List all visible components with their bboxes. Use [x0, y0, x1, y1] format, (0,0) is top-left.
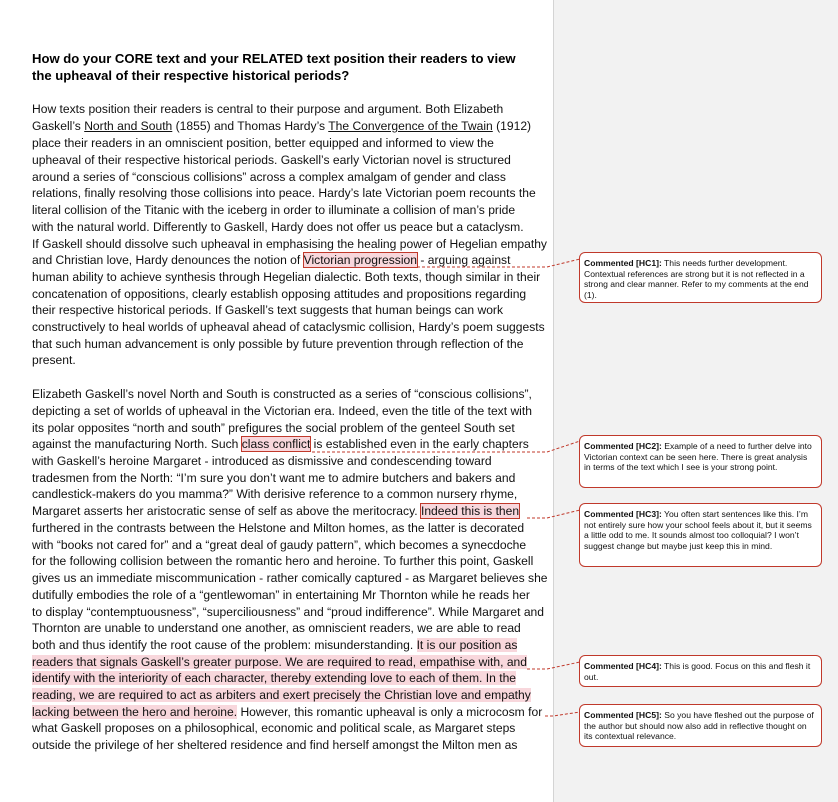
para2-line: Margaret asserts her aristocratic sense of self as above the meritocracy. Indeed this is then: [32, 504, 520, 518]
comment-text: This needs further development. Contextual references are strong but it is not reflected in a strong and clear manner. Refer to my comments at the end (1).: [584, 258, 809, 300]
para2-line: [32, 687, 531, 703]
comment-hc1[interactable]: [579, 252, 822, 303]
comment-label: Commented [HC1]:: [584, 258, 662, 268]
comment-anchor-hc3[interactable]: Indeed this is then: [420, 504, 520, 518]
comment-hc4[interactable]: [579, 655, 822, 687]
para2-line: Elizabeth Gaskell’s novel North and South is constructed as a series of “conscious collisions”,: [32, 387, 532, 401]
para1-line: constructively to heal worlds of upheaval ahead of cataclysmic collision, Hardy’s poem suggests: [32, 320, 545, 334]
para2-line: against the manufacturing North. Such class conflict is established even in the early chapters: [32, 437, 529, 451]
para2-line: Thornton are unable to understand one another, as omniscient readers, we are able to read: [32, 621, 521, 635]
para2-line: furthered in the contrasts between the Helstone and Milton homes, as the latter is decorated: [32, 521, 525, 535]
para2-line: outside the privilege of her sheltered residence and find herself amongst the Milton men as: [32, 738, 518, 752]
para2-line: gives us an immediate miscommunication - rather comically captured - as Margaret believes she: [32, 571, 548, 585]
comment-hc5[interactable]: [579, 704, 822, 747]
comment-anchor-hc2[interactable]: class conflict: [241, 437, 311, 451]
para1-line: If Gaskell should dissolve such upheaval in emphasising the healing power of Hegelian empathy: [32, 237, 547, 251]
para1-line: upheaval of their respective historical periods. Gaskell’s early Victorian novel is structured: [32, 153, 511, 167]
essay-question-heading: How do your CORE text and your RELATED text position their readers to view the upheaval of their respective historical periods?: [32, 51, 516, 83]
para2-line: what Gaskell proposes on a philosophical, economic and political scale, as Margaret steps: [32, 721, 516, 735]
para1-line: Gaskell’s North and South (1855) and Thomas Hardy’s The Convergence of the Twain (1912): [32, 119, 532, 133]
comment-anchor-hc1[interactable]: Victorian progression: [303, 253, 417, 267]
comment-text: Example of a need to further delve into Victorian context can be seen here. There is great analysis in terms of the text which I see is your strong point.: [584, 441, 812, 473]
para2-line: both and thus identify the root cause of the problem: misunderstanding. It is our position as: [32, 638, 518, 652]
title-north-and-south: North and South: [84, 119, 173, 133]
para1-line: their respective historical periods. If Gaskell’s text suggests that human beings can work: [32, 303, 503, 317]
para2-line: with Gaskell’s heroine Margaret - introduced as dismissive and condescending toward: [32, 454, 492, 468]
para1-line: concatenation of oppositions, clearly establish opposing attitudes and propositions regarding: [32, 287, 527, 301]
para2-line: depicting a set of worlds of upheaval in the Victorian era. Indeed, even the title of the text with: [32, 404, 532, 418]
para2-line: for the following collision between the romantic hero and heroine. To further this point, Gaskell: [32, 554, 534, 568]
para2-line: lacking between the hero and heroine. However, this romantic upheaval is only a microcosm for: [32, 705, 543, 719]
para1-line: with the natural world. Differently to Gaskell, Hardy does not offer us peace but a cataclysm.: [32, 220, 524, 234]
comment-anchor-hc5[interactable]: We are required to read, empathise with, and: [285, 655, 528, 669]
comment-text: So you have fleshed out the purpose of the author but should now also add in reflective thought on its contextual relevance.: [584, 710, 814, 742]
para1-line: relations, finally resolving those collisions into peace. Hardy’s late Victorian poem recounts the: [32, 186, 536, 200]
para2-line: candlestick-makers do you mamma?” With derisive reference to a common nursery rhyme,: [32, 487, 518, 501]
comment-label: Commented [HC4]:: [584, 661, 662, 671]
para2-line: dutifully embodies the role of a “gentlewoman” in entertaining Mr Thornton while he reads her: [32, 588, 530, 602]
para2-line: tradesmen from the North: “I’m sure you don’t want me to admire butchers and bakers and: [32, 471, 516, 485]
para1-line: and Christian love, Hardy denounces the notion of Victorian progression - arguing against: [32, 253, 511, 267]
para2-line: to display “contemptuousness”, “superciliousness” and “proud indifference”. While Margaret and: [32, 605, 545, 619]
para2-line: [32, 670, 516, 686]
comment-anchor-hc5-end[interactable]: lacking between the hero and heroine.: [32, 705, 238, 719]
comment-hc2[interactable]: [579, 435, 822, 488]
para1-line: present.: [32, 353, 76, 367]
comment-anchor-hc5-cont[interactable]: identify with the interiority of each character, thereby extending love to each of them. In the: [32, 671, 517, 685]
para2-line: its polar opposites “north and south” prefigures the social problem of the genteel South set: [32, 421, 515, 435]
comment-anchor-hc5-cont[interactable]: reading, we are required to act as arbiters and exert precisely the Christian love and empathy: [32, 688, 531, 702]
para1-line: around a series of “conscious collisions” across a complex amalgam of gender and class: [32, 170, 506, 184]
para1-line: that such human advancement is only possible by future prevention through reflection of the: [32, 337, 524, 351]
para1-line: place their readers in an omniscient position, better equipped and informed to view the: [32, 136, 494, 150]
comment-label: Commented [HC5]:: [584, 710, 662, 720]
para1-line: literal collision of the Titanic with the iceberg in order to illuminate a collision of man’s pride: [32, 203, 516, 217]
comment-anchor-hc4[interactable]: It is our position as: [416, 638, 518, 652]
comment-hc3[interactable]: [579, 503, 822, 567]
para1-line: human ability to achieve synthesis through Hegelian dialectic. Both texts, though similar in their: [32, 270, 541, 284]
comment-label: Commented [HC3]:: [584, 509, 662, 519]
para2-line: [32, 654, 527, 670]
comment-text: This is good. Focus on this and flesh it out.: [584, 661, 811, 682]
para1-line: How texts position their readers is central to their purpose and argument. Both Elizabeth: [32, 102, 504, 116]
title-convergence-of-the-twain: The Convergence of the Twain: [328, 119, 493, 133]
comment-label: Commented [HC2]:: [584, 441, 662, 451]
para2-line: with “books not cared for” and a “great deal of gaudy pattern”, which becomes a synecdoche: [32, 538, 527, 552]
comment-anchor-hc4-cont[interactable]: readers that signals Gaskell’s greater purpose.: [32, 655, 286, 669]
comment-text: You often start sentences like this. I’m not entirely sure how your school feels about it, but it seems a little odd to me. It sounds almost too colloquial? I won’t suggest change but maybe just keep this in mind.: [584, 509, 812, 551]
